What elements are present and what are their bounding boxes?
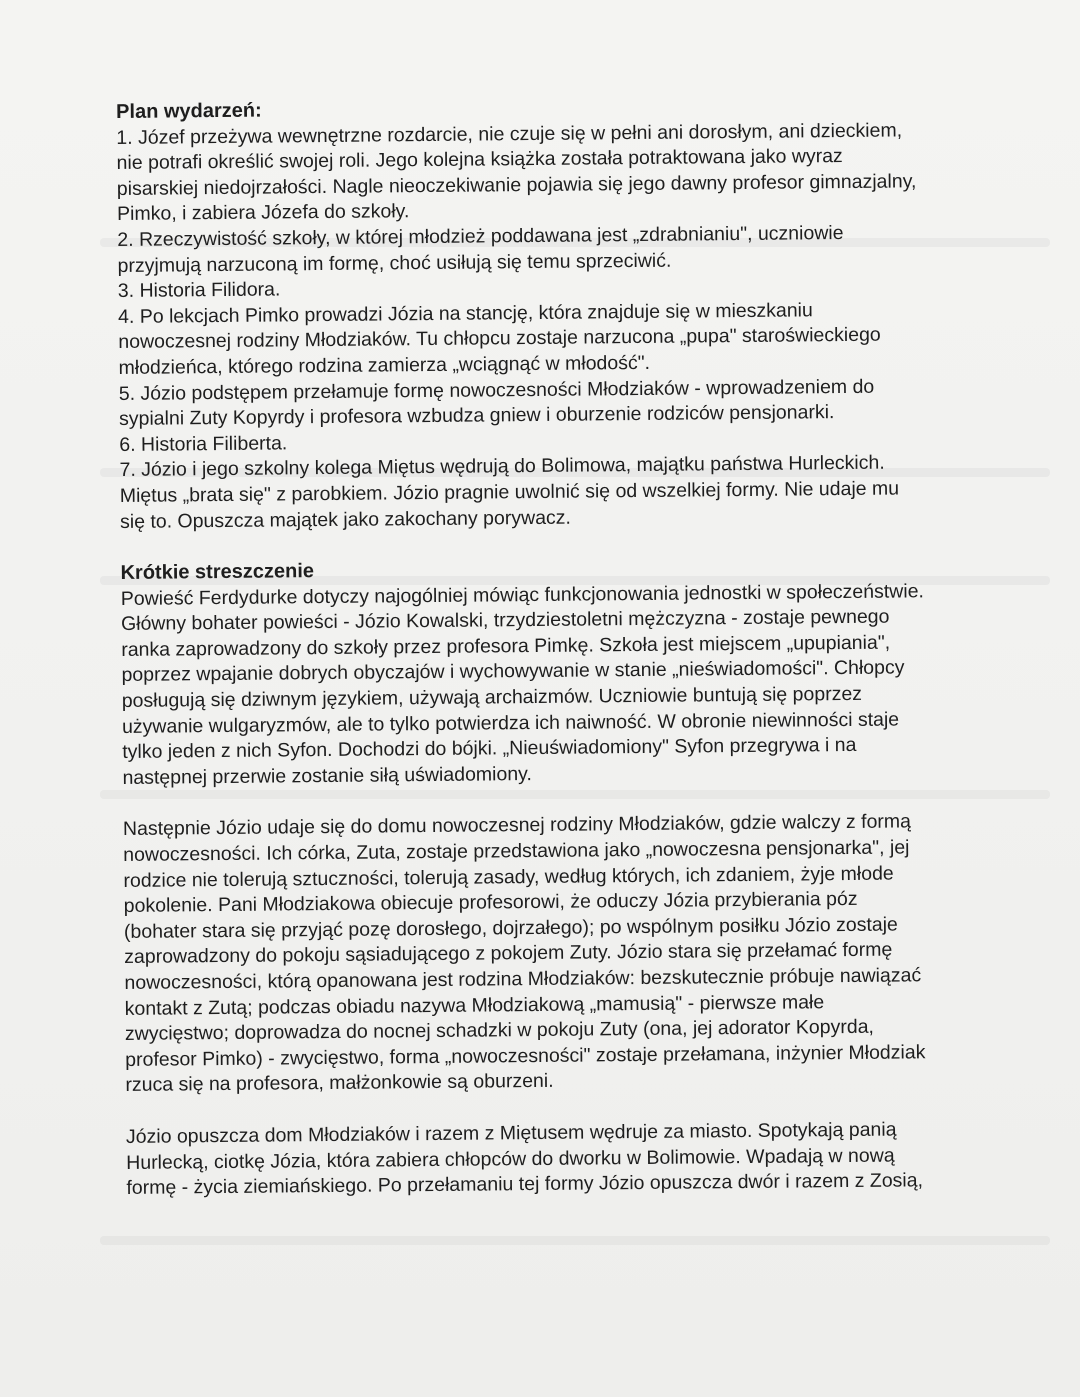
plan-list bbox=[116, 117, 970, 535]
summary-line: (bohater stara się przyjąć pozę dorosłego, dojrzałego); po wspólnym posiłku Józio zostaje bbox=[123, 913, 898, 943]
plan-line: nowoczesnej rodziny Młodziaków. Tu chłopcu zostaje narzucona „pupa" staroświeckiego bbox=[118, 324, 881, 354]
plan-line: przyjmują narzuconą im formę, choć usiłują się temu sprzeciwić. bbox=[117, 249, 672, 277]
summary-line: poprzez wpajanie dobrych obyczajów i wychowywanie w stanie „nieświadomości". Chłopcy bbox=[121, 656, 905, 687]
plan-line: pisarskiej niedojrzałości. Nagle nieoczekiwanie pojawia się jego dawny profesor gimnazjalny, bbox=[116, 170, 917, 200]
summary-line: rodzice nie tolerują sztuczności, tolerują zasady, według których, ich zdaniem, żyje młode bbox=[123, 862, 894, 892]
summary-line: używanie wulgaryzmów, ale to tylko potwierdza ich naiwność. W obronie niewinności staje bbox=[121, 708, 900, 738]
summary-line: Hurlecką, ciotkę Józia, która zabiera chłopców do dworku w Bolimowie. Wpadają w nową bbox=[126, 1144, 895, 1174]
plan-heading: Plan wydarzeń: bbox=[116, 99, 262, 123]
summary-line: Powieść Ferdydurke dotyczy najogólniej mówiąc funkcjonowania jednostki w społeczeństwie. bbox=[120, 579, 925, 610]
summary-line: tylko jeden z nich Syfon. Dochodzi do bójki. „Nieuświadomiony" Syfon przegrywa i na bbox=[122, 734, 857, 764]
summary-paragraph-1 bbox=[121, 579, 973, 792]
plan-line: 4. Po lekcjach Pimko prowadzi Józia na stancję, która znajduje się w mieszkaniu bbox=[117, 299, 813, 328]
plan-line: sypialni Zuty Kopyrdy i profesora wzbudza gniew i oburzenie rodziców pensjonarki. bbox=[118, 401, 835, 431]
summary-paragraph-3 bbox=[126, 1117, 977, 1202]
plan-line: młodzieńca, którego rodzina zamierza „wciągnąć w młodość". bbox=[118, 351, 651, 379]
plan-line: Pimko, i zabiera Józefa do szkoły. bbox=[116, 200, 410, 226]
plan-line: nie potrafi określić swojej roli. Jego kolejna książka została potraktowana jako wyraz bbox=[116, 145, 843, 175]
plan-line: 3. Historia Filidora. bbox=[117, 278, 281, 303]
document-body bbox=[116, 92, 977, 1202]
plan-line: 7. Józio i jego szkolny kolega Miętus wędrują do Bolimowa, majątku państwa Hurleckich. bbox=[119, 451, 885, 482]
plan-line: 1. Józef przeżywa wewnętrzne rozdarcie, nie czuje się w pełni ani dorosłym, ani dzieckiem, bbox=[116, 119, 903, 149]
summary-line: nowoczesności. Ich córka, Zuta, zostaje przedstawiona jako „nowoczesna pensjonarka", jej bbox=[123, 836, 910, 866]
plan-line: 5. Józio podstępem przełamuje formę nowoczesności Młodziaków - wprowadzeniem do bbox=[118, 375, 875, 405]
summary-line: profesor Pimko) - zwycięstwo, forma „nowoczesności" zostaje przełamana, inżynier Młodziak bbox=[125, 1041, 926, 1071]
summary-line: Józio opuszcza dom Młodziaków i razem z Miętusem wędruje za miasto. Spotykają panią bbox=[125, 1118, 897, 1148]
summary-line: Główny bohater powieści - Józio Kowalski, trzydziestoletni mężczyzna - zostaje pewnego bbox=[120, 605, 890, 636]
plan-line: Miętus „brata się" z parobkiem. Józio pragnie uwolnić się od wszelkiej formy. Nie udaje mu bbox=[119, 477, 900, 507]
summary-line: kontakt z Zutą; podczas obiadu nazywa Młodziakową „mamusią" - pierwsze małe bbox=[124, 990, 825, 1020]
summary-line: następnej przerwie zostanie siłą uświadomiony. bbox=[122, 762, 532, 789]
summary-line: ranka zaprowadzony do szkoły przez profesora Pimkę. Szkoła jest miejscem „upupiania", bbox=[121, 631, 891, 661]
summary-line: pokolenie. Pani Młodziakowa obiecuje profesorowi, że oduczy Józia przybierania póz bbox=[123, 888, 858, 918]
summary-line: nowoczesności, którą opanowana jest rodzina Młodziaków: bezskutecznie próbuje nawiązać bbox=[124, 964, 922, 994]
summary-line: rzuca się na profesora, małżonkowie są oburzeni. bbox=[125, 1070, 554, 1097]
summary-line: posługują się dziwnym językiem, używają archaizmów. Uczniowie buntują się poprzez bbox=[121, 682, 863, 713]
summary-heading: Krótkie streszczenie bbox=[120, 560, 315, 585]
summary-line: formę - życia ziemiańskiego. Po przełamaniu tej formy Józio opuszcza dwór i razem z Zosią, bbox=[126, 1169, 924, 1200]
plan-line: 2. Rzeczywistość szkoły, w której młodzież poddawana jest „zdrabnianiu", uczniowie bbox=[117, 221, 844, 251]
summary-line: zaprowadzony do pokoju sąsiadującego z pokojem Zuty. Józio stara się przełamać formę bbox=[124, 938, 893, 969]
plan-line: 6. Historia Filiberta. bbox=[119, 432, 288, 456]
plan-line: się to. Opuszcza majątek jako zakochany porywacz. bbox=[119, 506, 572, 533]
summary-paragraph-2 bbox=[123, 809, 976, 1099]
summary-line: Następnie Józio udaje się do domu nowoczesnej rodziny Młodziaków, gdzie walczy z formą bbox=[122, 810, 912, 841]
summary-line: zwycięstwo; doprowadza do nocnej schadzki w pokoju Zuty (ona, jej adorator Kopyrda, bbox=[124, 1015, 875, 1046]
